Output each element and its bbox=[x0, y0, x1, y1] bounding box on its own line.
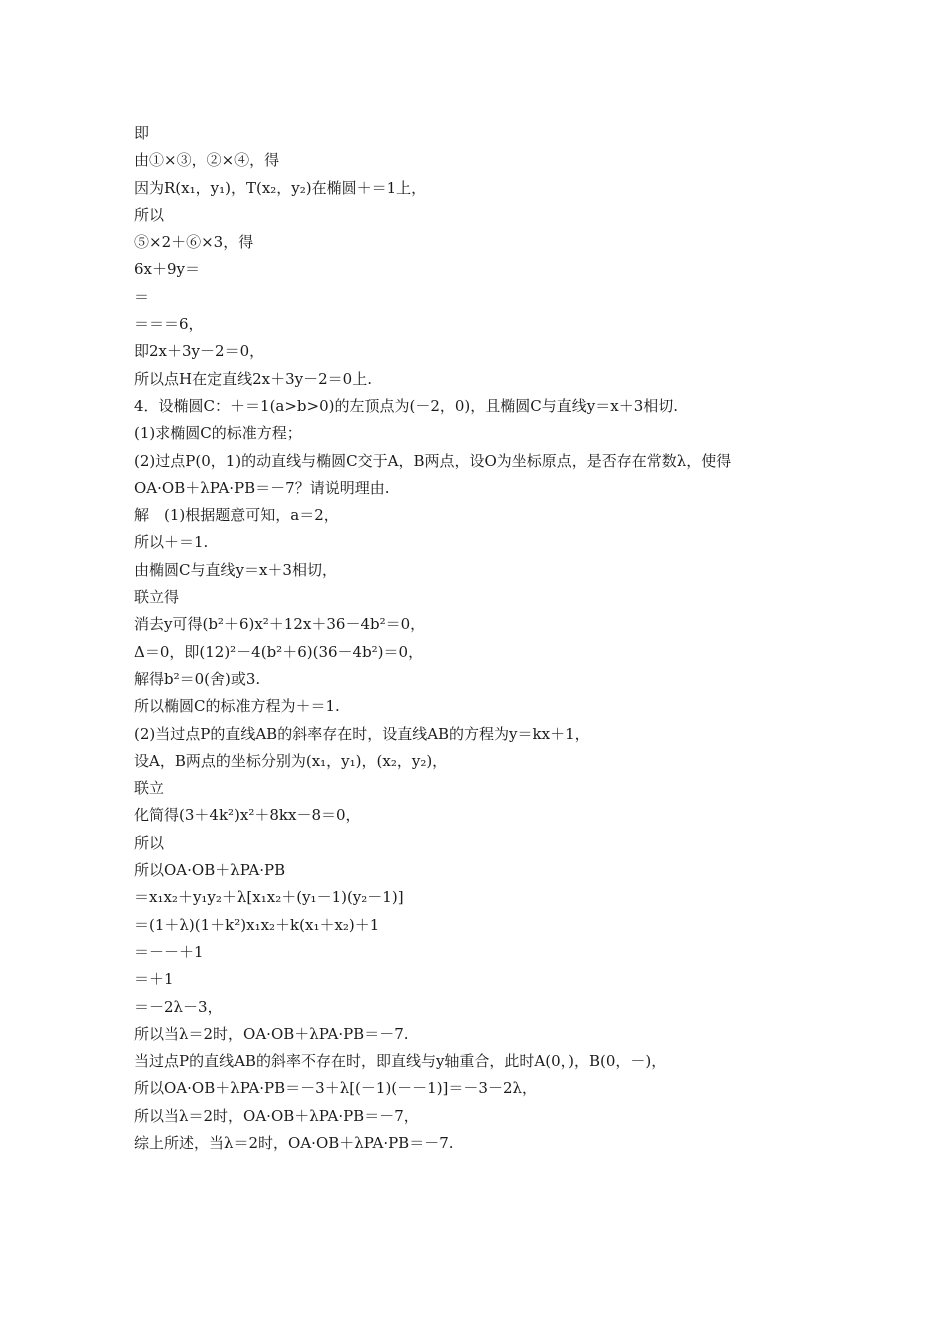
text-line: 所以点H在定直线2x＋3y－2＝0上. bbox=[134, 369, 372, 388]
text-line: 即 bbox=[134, 124, 150, 142]
text-line: 由①×③，②×④，得 bbox=[134, 151, 280, 170]
text-line: ⑤×2＋⑥×3，得 bbox=[134, 233, 254, 252]
text-line: 联立 bbox=[134, 779, 165, 798]
text-line: 所以OA·OB＋λPA·PB＝－3＋λ[(－1)(－－1)]＝－3－2λ， bbox=[134, 1079, 538, 1098]
conclusion-line: 综上所述，当λ＝2时，OA·OB＋λPA·PB＝－7. bbox=[134, 1133, 454, 1152]
text-line: ＝－－＋1 bbox=[134, 942, 204, 961]
text-line: ＝x₁x₂＋y₁y₂＋λ[x₁x₂＋(y₁－1)(y₂－1)] bbox=[134, 888, 404, 907]
text-line: 所以 bbox=[134, 205, 165, 224]
problem-statement: 4．设椭圆C：＋＝1(a>b>0)的左顶点为(－2，0)，且椭圆C与直线y＝x＋3相切. bbox=[134, 396, 679, 415]
text-line: OA·OB＋λPA·PB＝－7？请说明理由. bbox=[134, 478, 390, 497]
text-line: ＝－2λ－3， bbox=[134, 997, 223, 1016]
text-line: ＝ bbox=[134, 287, 150, 306]
text-line: 所以当λ＝2时，OA·OB＋λPA·PB＝－7. bbox=[134, 1024, 409, 1043]
text-line: ＝＋1 bbox=[134, 970, 174, 989]
text-line: ＝＝＝6， bbox=[134, 315, 204, 334]
text-line: Δ＝0，即(12)²－4(b²＋6)(36－4b²)＝0， bbox=[134, 642, 424, 661]
text-line: 即2x＋3y－2＝0， bbox=[134, 342, 265, 361]
text-line: 所以＋＝1. bbox=[134, 533, 209, 552]
text-line: 所以椭圆C的标准方程为＋＝1. bbox=[134, 697, 340, 716]
text-line: 消去y可得(b²＋6)x²＋12x＋36－4b²＝0， bbox=[134, 615, 426, 634]
text-line: 当过点P的直线AB的斜率不存在时，即直线与y轴重合，此时A(0，)，B(0，－)， bbox=[134, 1052, 667, 1071]
text-line: 联立得 bbox=[134, 588, 180, 607]
text-line: 由椭圆C与直线y＝x＋3相切， bbox=[134, 560, 337, 579]
text-line: (2)当过点P的直线AB的斜率存在时，设直线AB的方程为y＝kx＋1， bbox=[134, 724, 590, 743]
text-line: 因为R(x₁，y₁)，T(x₂，y₂)在椭圆＋＝1上， bbox=[134, 178, 427, 197]
solution-heading: 解 (1)根据题意可知，a＝2， bbox=[134, 506, 339, 525]
text-line: 6x＋9y＝ bbox=[134, 260, 201, 279]
text-line: 所以 bbox=[134, 833, 165, 852]
text-line: 设A，B两点的坐标分别为(x₁，y₁)，(x₂，y₂)， bbox=[134, 751, 448, 770]
text-line: 解得b²＝0(舍)或3. bbox=[134, 669, 261, 688]
question-part-1: (1)求椭圆C的标准方程； bbox=[134, 424, 302, 443]
text-line: 化简得(3＋4k²)x²＋8kx－8＝0， bbox=[134, 806, 361, 825]
text-line: 所以当λ＝2时，OA·OB＋λPA·PB＝－7， bbox=[134, 1106, 419, 1125]
text-line: ＝(1＋λ)(1＋k²)x₁x₂＋k(x₁＋x₂)＋1 bbox=[134, 915, 380, 934]
solution-text bbox=[134, 120, 834, 1157]
question-part-2: (2)过点P(0，1)的动直线与椭圆C交于A，B两点，设O为坐标原点，是否存在常数λ，使得 bbox=[134, 451, 732, 470]
text-line: 所以OA·OB＋λPA·PB bbox=[134, 861, 286, 880]
